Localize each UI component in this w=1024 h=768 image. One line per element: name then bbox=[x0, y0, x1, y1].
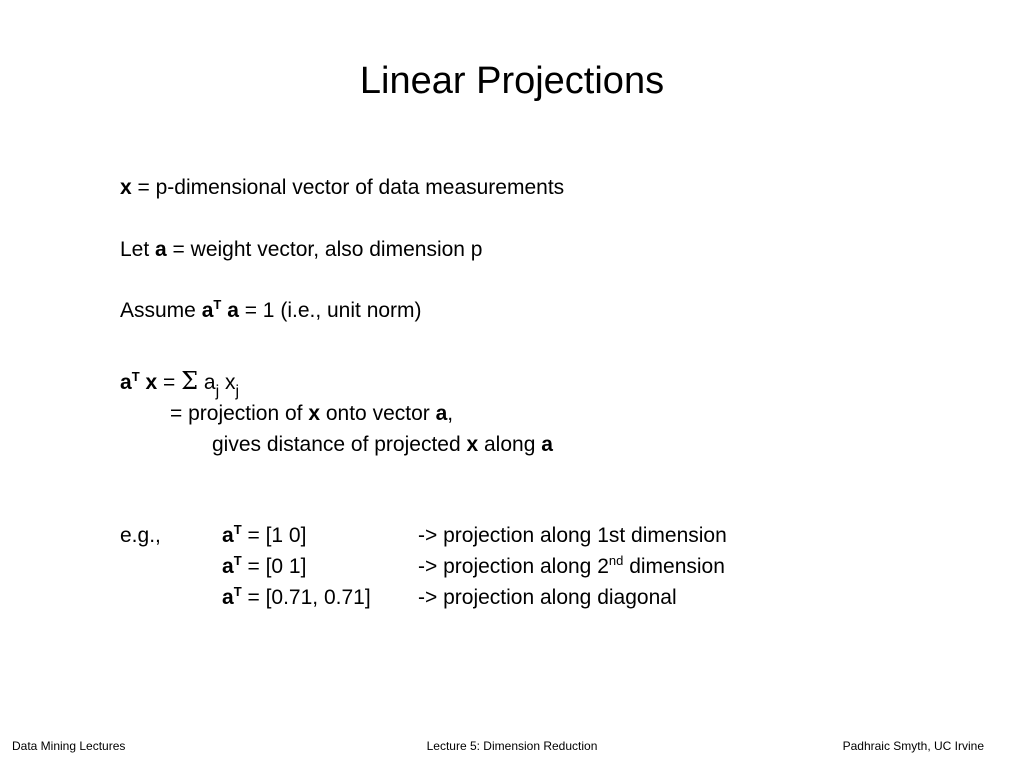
subscript-j: j bbox=[215, 383, 220, 400]
vector-value: = [0 1] bbox=[241, 555, 307, 578]
var-a: a bbox=[227, 299, 239, 322]
var-a: a bbox=[120, 371, 132, 394]
example-row bbox=[0, 585, 1024, 611]
var-x: x bbox=[466, 433, 479, 456]
example-row bbox=[0, 554, 1024, 580]
x-j: x bbox=[219, 371, 236, 394]
projection-pre: = projection of bbox=[170, 402, 309, 425]
description-text: -> projection along 2 bbox=[418, 555, 609, 578]
var-a: a bbox=[201, 299, 214, 322]
vector-value: = [0.71, 0.71] bbox=[241, 586, 371, 609]
subscript-j: j bbox=[235, 383, 240, 400]
vector-value: = [1 0] bbox=[241, 524, 307, 547]
transpose-sup: T bbox=[131, 369, 140, 384]
example-description bbox=[418, 585, 677, 611]
var-x: x bbox=[145, 371, 158, 394]
example-description bbox=[418, 523, 727, 549]
projection-distance bbox=[212, 432, 553, 458]
var-a: a bbox=[222, 524, 234, 547]
var-a: a bbox=[222, 555, 234, 578]
definition-a bbox=[120, 237, 482, 263]
var-a: a bbox=[541, 433, 553, 456]
description-text: -> projection along 1st dimension bbox=[418, 524, 727, 547]
assume-pre: Assume bbox=[120, 299, 202, 322]
transpose-sup: T bbox=[213, 297, 222, 312]
equals: = bbox=[157, 371, 182, 394]
footer-author: Padhraic Smyth, UC Irvine bbox=[842, 739, 984, 753]
var-x: x bbox=[308, 402, 321, 425]
sigma-symbol: Σ bbox=[181, 367, 199, 395]
example-vector bbox=[222, 523, 306, 549]
projection-post: , bbox=[447, 402, 454, 425]
transpose-sup: T bbox=[233, 522, 242, 537]
footer-lecture: Lecture 5: Dimension Reduction bbox=[426, 739, 598, 753]
description-text: -> projection along diagonal bbox=[418, 586, 677, 609]
definition-x-text: = p-dimensional vector of data measurements bbox=[131, 176, 565, 199]
example-vector bbox=[222, 585, 371, 611]
definition-a-pre: Let bbox=[120, 238, 156, 261]
definition-x bbox=[120, 175, 564, 201]
projection-mid: onto vector bbox=[320, 402, 436, 425]
unit-norm-assumption bbox=[120, 298, 422, 324]
transpose-sup: T bbox=[233, 553, 242, 568]
definition-a-text: = weight vector, also dimension p bbox=[166, 238, 483, 261]
a-j: a bbox=[198, 371, 216, 394]
slide-title: Linear Projections bbox=[359, 60, 665, 102]
example-lead: e.g., bbox=[120, 524, 161, 547]
example-row bbox=[0, 523, 1024, 549]
example-vector bbox=[222, 554, 306, 580]
assume-text: = 1 (i.e., unit norm) bbox=[238, 299, 422, 322]
description-post: dimension bbox=[623, 555, 725, 578]
var-a: a bbox=[155, 238, 167, 261]
description-sup: nd bbox=[608, 553, 624, 568]
var-a: a bbox=[435, 402, 448, 425]
var-a: a bbox=[222, 586, 234, 609]
projection-meaning bbox=[170, 401, 453, 427]
example-description bbox=[418, 554, 725, 580]
var-x: x bbox=[120, 176, 132, 199]
transpose-sup: T bbox=[233, 584, 242, 599]
projection-formula bbox=[120, 367, 240, 400]
distance-mid: along bbox=[478, 433, 542, 456]
distance-pre: gives distance of projected bbox=[212, 433, 467, 456]
footer-course: Data Mining Lectures bbox=[12, 739, 126, 753]
